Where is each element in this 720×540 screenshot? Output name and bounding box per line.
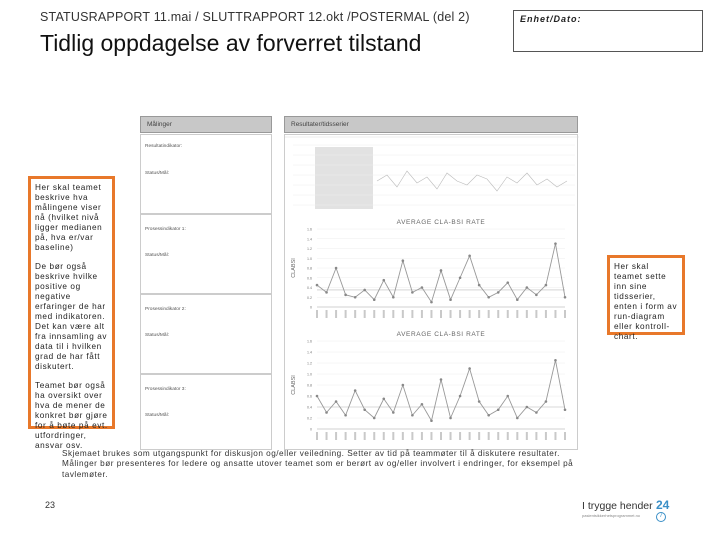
data-point (325, 411, 328, 414)
data-point (440, 269, 443, 272)
data-point (564, 296, 567, 299)
x-tick-label (430, 432, 432, 440)
data-point (506, 281, 509, 284)
data-point (545, 400, 548, 403)
data-point (497, 291, 500, 294)
x-tick-label (440, 432, 442, 440)
data-point (535, 294, 538, 297)
x-tick-label (497, 432, 499, 440)
brand-number: 24 (656, 498, 670, 512)
measure-cell-process-indicator-1[interactable] (140, 214, 272, 294)
y-tick-label: 0.8 (307, 266, 312, 271)
x-tick-label (554, 432, 556, 440)
clabsi-run-chart-1 (285, 215, 579, 325)
y-tick-label: 1.0 (307, 372, 312, 377)
y-tick-label: 0.6 (307, 394, 312, 399)
note-paragraph-3: Teamet bør også ha oversikt over hva de mener de konkret bør gjøre for å bøte på evt. utfordringer, ansvar osv. (35, 381, 108, 450)
x-tick-label (459, 310, 461, 318)
instruction-note-left (28, 176, 115, 450)
data-point (344, 414, 347, 417)
y-tick-label: 1.6 (307, 227, 312, 232)
data-point (382, 279, 385, 282)
y-tick-label: 1.0 (307, 256, 312, 261)
chart-title: AVERAGE CLA-BSI RATE (396, 331, 486, 338)
report-subtitle: STATUSRAPPORT 11.mai / SLUTTRAPPORT 12.okt /POSTERMAL (del 2) (40, 10, 470, 24)
cell-label: Prosessindikator 3: (145, 387, 186, 392)
y-tick-label: 0.2 (307, 416, 312, 421)
x-tick-label (383, 310, 385, 318)
unit-date-field[interactable] (513, 10, 703, 52)
y-tick-label: 1.2 (307, 361, 312, 366)
data-point (440, 378, 443, 381)
x-tick-label (402, 310, 404, 318)
x-tick-label (383, 432, 385, 440)
data-point (402, 259, 405, 262)
note-paragraph: Her skal teamet sette inn sine tidsserier, enten i form av run-diagram eller kontroll-chart. (614, 262, 678, 341)
x-tick-label (421, 432, 423, 440)
x-tick-label (450, 432, 452, 440)
y-tick-label: 0 (310, 427, 312, 432)
x-tick-label (564, 432, 566, 440)
mini-bar-chart (285, 135, 579, 215)
data-point (554, 359, 557, 362)
data-point (478, 400, 481, 403)
page-title: Tidlig oppdagelse av forverret tilstand (40, 30, 422, 56)
data-point (535, 411, 538, 414)
data-point (506, 395, 509, 398)
cell-status-label: Status/Mål: (145, 413, 169, 418)
x-tick-label (326, 432, 328, 440)
data-point (316, 395, 319, 398)
data-point (392, 411, 395, 414)
x-tick-label (440, 310, 442, 318)
data-point (373, 417, 376, 420)
x-tick-label (392, 310, 394, 318)
data-point (421, 286, 424, 289)
data-point (430, 419, 433, 422)
data-point (526, 286, 529, 289)
brand-logo (582, 498, 670, 519)
x-tick-label (335, 310, 337, 318)
x-tick-label (411, 310, 413, 318)
x-tick-label (459, 432, 461, 440)
x-tick-label (478, 310, 480, 318)
note-paragraph-1: Her skal teamet beskrive hva målingene viser nå (hvilket nivå ligger medianen på, hva er/var baseline) (35, 183, 103, 252)
x-tick-label (507, 310, 509, 318)
data-point (449, 298, 452, 301)
brand-url: pasientsikkerhetsprogrammet.no (582, 513, 641, 518)
x-tick-label (392, 432, 394, 440)
unit-date-label: Enhet/Dato: (520, 14, 582, 24)
data-point (411, 291, 414, 294)
data-point (545, 284, 548, 287)
y-axis-label: CLABSI (291, 375, 297, 395)
data-point (373, 298, 376, 301)
cell-status-label: Status/Mål: (145, 253, 169, 258)
y-tick-label: 0.8 (307, 383, 312, 388)
x-tick-label (516, 432, 518, 440)
y-axis-label: CLABSI (291, 258, 297, 278)
x-tick-label (526, 310, 528, 318)
results-panel (284, 134, 578, 450)
x-tick-label (497, 310, 499, 318)
series-line (317, 244, 565, 303)
data-point (382, 397, 385, 400)
column-header-measures: Målinger (140, 116, 272, 133)
x-tick-label (507, 432, 509, 440)
data-point (325, 291, 328, 294)
x-tick-label (373, 432, 375, 440)
data-point (354, 296, 357, 299)
page-number: 23 (45, 500, 56, 510)
x-tick-label (488, 432, 490, 440)
y-tick-label: 0.4 (307, 405, 312, 410)
y-tick-label: 1.6 (307, 339, 312, 344)
x-tick-label (411, 432, 413, 440)
x-tick-label (354, 432, 356, 440)
x-tick-label (345, 310, 347, 318)
clabsi-run-chart-2 (285, 327, 579, 447)
data-point (335, 400, 338, 403)
x-tick-label (488, 310, 490, 318)
x-tick-label (545, 310, 547, 318)
x-tick-label (469, 432, 471, 440)
x-tick-label (450, 310, 452, 318)
footer-text: Skjemaet brukes som utgangspunkt for diskusjon og/eller veiledning. Setter av tid på teammøter til å diskutere resultater. Målinger bør presenteres for ledere og ansatte utover teamet som er berørt av og/eller involvert i endringer, for eksempel på tavlemøter. (62, 449, 574, 479)
data-point (497, 408, 500, 411)
x-tick-label (430, 310, 432, 318)
data-point (468, 255, 471, 258)
data-point (421, 403, 424, 406)
y-tick-label: 0.6 (307, 276, 312, 281)
x-tick-label (326, 310, 328, 318)
data-point (344, 294, 347, 297)
column-header-results: Resultater/tidsserier (284, 116, 578, 133)
data-point (478, 284, 481, 287)
data-point (554, 242, 557, 245)
x-tick-label (316, 310, 318, 318)
x-tick-label (373, 310, 375, 318)
x-tick-label (364, 310, 366, 318)
data-point (316, 284, 319, 287)
x-tick-label (402, 432, 404, 440)
note-paragraph-2: De bør også beskrive hvilke positive og negative erfaringer de har med indikatoren. Det kan være alt fra innsamling av data til i hvilken grad de har fått diskutert. (35, 262, 108, 371)
x-tick-label (545, 432, 547, 440)
data-point (411, 414, 414, 417)
data-point (487, 296, 490, 299)
measure-cell-result-indicator[interactable] (140, 134, 272, 214)
chart-title: AVERAGE CLA-BSI RATE (396, 219, 486, 226)
data-point (526, 406, 529, 409)
cell-label: Prosessindikator 1: (145, 227, 186, 232)
data-point (468, 367, 471, 370)
data-point (516, 417, 519, 420)
x-tick-label (364, 432, 366, 440)
x-tick-label (469, 310, 471, 318)
data-point (516, 298, 519, 301)
x-tick-label (316, 432, 318, 440)
brand-seven-icon: 7 (656, 512, 666, 522)
y-tick-label: 1.2 (307, 247, 312, 251)
y-tick-label: 1.4 (307, 237, 312, 242)
data-point (459, 276, 462, 279)
x-tick-label (564, 310, 566, 318)
data-point (487, 414, 490, 417)
x-tick-label (421, 310, 423, 318)
brand-name: I trygge hender (582, 500, 653, 512)
y-tick-label: 0.4 (307, 286, 312, 290)
data-point (402, 384, 405, 387)
cell-status-label: Status/Mål: (145, 171, 169, 176)
data-point (449, 417, 452, 420)
x-tick-label (478, 432, 480, 440)
data-point (430, 301, 433, 304)
y-tick-label: 1.4 (307, 350, 312, 355)
measure-cell-process-indicator-2[interactable] (140, 294, 272, 374)
cell-status-label: Status/Mål: (145, 333, 169, 338)
data-point (392, 296, 395, 299)
x-tick-label (516, 310, 518, 318)
data-point (354, 389, 357, 392)
x-tick-label (345, 432, 347, 440)
data-point (363, 408, 366, 411)
x-tick-label (535, 310, 537, 318)
data-point (564, 408, 567, 411)
x-tick-label (335, 432, 337, 440)
y-tick-label: 0.2 (307, 295, 312, 300)
x-tick-label (526, 432, 528, 440)
x-tick-label (554, 310, 556, 318)
y-tick-label: 0 (310, 305, 312, 310)
instruction-note-right (607, 255, 685, 341)
x-tick-label (354, 310, 356, 318)
data-point (363, 289, 366, 292)
x-tick-label (535, 432, 537, 440)
data-point (335, 267, 338, 270)
data-point (459, 395, 462, 398)
measure-cell-process-indicator-3[interactable] (140, 374, 272, 450)
cell-label: Prosessindikator 2: (145, 307, 186, 312)
cell-label: Resultatindikator: (145, 144, 183, 149)
